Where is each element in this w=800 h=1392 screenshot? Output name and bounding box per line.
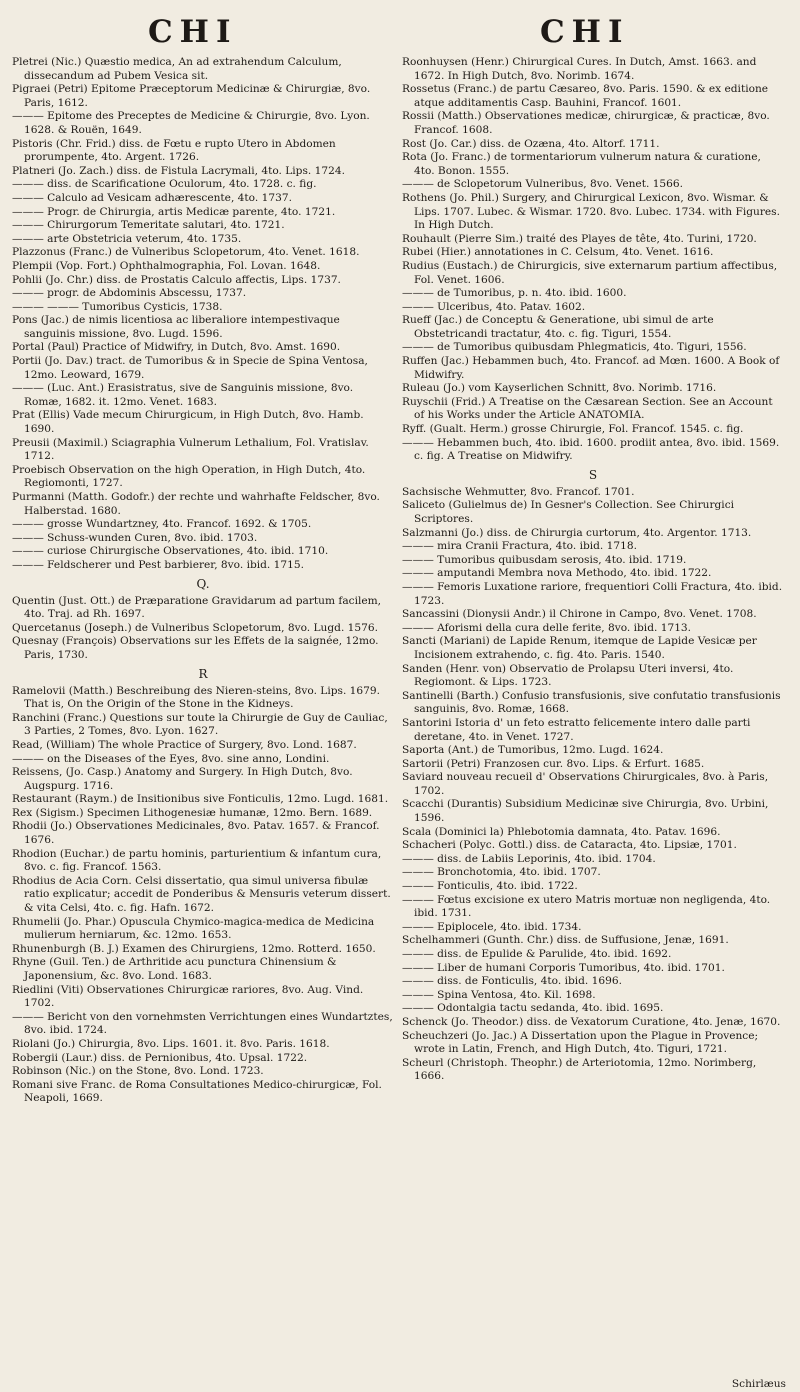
bibliography-entry: Pohlii (Jo. Chr.) diss. de Prostatis Calculo affectis, Lips. 1737. <box>12 273 341 286</box>
bibliography-entry: Santorini Istoria d' un feto estratto felicemente intero dalle parti deretane, 4to. in Venet. 1727. <box>402 716 751 743</box>
bibliography-entry: Saliceto (Gulielmus de) In Gesner's Collection. See Chirurgici Scriptores. <box>402 499 735 525</box>
bibliography-entry: ——— de Sclopetorum Vulneribus, 8vo. Venet. 1566. <box>402 178 684 191</box>
bibliography-entry: Rudius (Eustach.) de Chirurgicis, sive externarum partium affectibus, Fol. Venet. 1606. <box>402 259 778 286</box>
bibliography-entry: Rouhault (Pierre Sim.) traité des Playes de tête, 4to. Turini, 1720. <box>402 232 757 245</box>
bibliography-entry: ——— Calculo ad Vesicam adhærescente, 4to. 1737. <box>12 191 292 204</box>
bibliography-entry: Rhodius de Acia Corn. Celsi dissertatio, qua simul universa fibulæ ratio explicatur; accedit de Ponderibus & Mensuris veterum dissert. & vita Celsi, 4to. c. fig. Hafn. 1672. <box>12 874 391 915</box>
bibliography-entry: Ruffen (Jac.) Hebammen buch, 4to. Francof. ad Mœn. 1600. A Book of Midwifry. <box>402 355 780 381</box>
bibliography-entry: ——— Schuss-wunden Curen, 8vo. ibid. 1703. <box>12 531 258 544</box>
bibliography-entry: Schacheri (Polyc. Gottl.) diss. de Cataracta, 4to. Lipsiæ, 1701. <box>402 839 737 852</box>
bibliography-entry: Scala (Dominici la) Phlebotomia damnata, 4to. Patav. 1696. <box>402 825 721 838</box>
bibliography-entry: Rossii (Matth.) Observationes medicæ, chirurgicæ, & practicæ, 8vo. Francof. 1608. <box>402 110 770 136</box>
bibliography-entry: Rhodii (Jo.) Observationes Medicinales, 8vo. Patav. 1657. & Francof. 1676. <box>12 820 380 847</box>
bibliography-entry: Sartorii (Petri) Franzosen cur. 8vo. Lips. & Erfurt. 1685. <box>402 757 705 770</box>
bibliography-entry: Restaurant (Raym.) de Insitionibus sive Fonticulis, 12mo. Lugd. 1681. <box>12 793 389 806</box>
bibliography-entry: Sancti (Mariani) de Lapide Renum, itemque de Lapide Vesicæ per Incisionem extrahendo, c. fig. 4to. Paris. 1540. <box>402 635 757 661</box>
bibliography-entry: Portal (Paul) Practice of Midwifry, in Dutch, 8vo. Amst. 1690. <box>12 341 341 354</box>
bibliography-entry: Prat (Ellis) Vade mecum Chirurgicum, in High Dutch, 8vo. Hamb. 1690. <box>12 409 364 436</box>
bibliography-entry: ——— amputandi Membra nova Methodo, 4to. ibid. 1722. <box>402 567 712 580</box>
bibliography-entry: ——— curiose Chirurgische Observationes, 4to. ibid. 1710. <box>12 545 329 558</box>
bibliography-entry: ——— Progr. de Chirurgia, artis Medicæ parente, 4to. 1721. <box>12 205 336 218</box>
bibliography-entry: Scacchi (Durantis) Subsidium Medicinæ sive Chirurgia, 8vo. Urbini, 1596. <box>402 798 769 825</box>
bibliography-entry: ——— Feldscherer und Pest barbierer, 8vo. ibid. 1715. <box>12 558 304 571</box>
bibliography-entry: ——— Bronchotomia, 4to. ibid. 1707. <box>402 866 601 879</box>
bibliography-entry: ——— Femoris Luxatione rariore, frequentiori Colli Fractura, 4to. ibid. 1723. <box>402 580 783 607</box>
bibliography-entry: Riolani (Jo.) Chirurgia, 8vo. Lips. 1601. it. 8vo. Paris. 1618. <box>12 1037 330 1050</box>
bibliography-entry: Robergii (Laur.) diss. de Pernionibus, 4to. Upsal. 1722. <box>12 1051 308 1064</box>
bibliography-entry: ——— Spina Ventosa, 4to. Kil. 1698. <box>402 988 596 1001</box>
bibliography-entry: Sachsische Wehmutter, 8vo. Francof. 1701. <box>402 485 635 498</box>
bibliography-entry: ——— (Luc. Ant.) Erasistratus, sive de Sanguinis missione, 8vo. Romæ, 1682. it. 12mo. Venet. 1683. <box>12 382 354 408</box>
bibliography-entry: Portii (Jo. Dav.) tract. de Tumoribus & in Specie de Spina Ventosa, 12mo. Leoward, 1679. <box>12 355 368 381</box>
bibliography-entry: Rex (Sigism.) Specimen Lithogenesiæ humanæ, 12mo. Bern. 1689. <box>12 806 373 819</box>
bibliography-entry: Plempii (Vop. Fort.) Ophthalmographia, Fol. Lovan. 1648. <box>12 259 321 272</box>
bibliography-entry: ——— Tumoribus quibusdam serosis, 4to. ibid. 1719. <box>402 553 687 566</box>
bibliography-entry: Quercetanus (Joseph.) de Vulneribus Sclopetorum, 8vo. Lugd. 1576. <box>12 621 379 634</box>
bibliography-entry: Rueff (Jac.) de Conceptu & Generatione, ubi simul de arte Obstetricandi tractatur, 4to. c. fig. Tiguri, 1554. <box>402 314 714 340</box>
bibliography-entry: ——— diss. de Scarificatione Oculorum, 4to. 1728. c. fig. <box>12 178 317 191</box>
bibliography-entry: ——— diss. de Epulide & Parulide, 4to. ibid. 1692. <box>402 948 672 960</box>
bibliography-entry: ——— mira Cranii Fractura, 4to. ibid. 1718. <box>402 540 637 553</box>
bibliography-entry: Rhodion (Euchar.) de partu hominis, parturientium & infantum cura, 8vo. c. fig. Francof. 1563. <box>12 847 382 874</box>
bibliography-entry: Rhumelii (Jo. Phar.) Opuscula Chymico-magica-medica de Medicina mulierum herniarum, &c. 12mo. 1653. <box>12 915 375 942</box>
bibliography-entry: Read, (William) The whole Practice of Surgery, 8vo. Lond. 1687. <box>12 738 357 751</box>
bibliography-entry: Platneri (Jo. Zach.) diss. de Fistula Lacrymali, 4to. Lips. 1724. <box>12 164 345 177</box>
section-letter: Q. <box>196 576 210 591</box>
right-column <box>402 56 784 1084</box>
bibliography-entry: Rota (Jo. Franc.) de tormentariorum vulnerum natura & curatione, 4to. Bonon. 1555. <box>402 151 761 177</box>
bibliography-entry: Rhyne (Guil. Ten.) de Arthritide acu punctura Chinensium & Japonensium, &c. 8vo. Lond. 1683. <box>12 956 337 982</box>
bibliography-entry: Preusii (Maximil.) Sciagraphia Vulnerum Lethalium, Fol. Vratislav. 1712. <box>12 436 369 463</box>
bibliography-entry: ——— Aforismi della cura delle ferite, 8vo. ibid. 1713. <box>402 621 692 634</box>
bibliography-entry: Romani sive Franc. de Roma Consultationes Medico-chirurgicæ, Fol. Neapoli, 1669. <box>12 1078 382 1105</box>
bibliography-entry: ——— de Tumoribus, p. n. 4to. ibid. 1600. <box>402 287 627 300</box>
bibliography-entry: Roonhuysen (Henr.) Chirurgical Cures. In Dutch, Amst. 1663. and 1672. In High Dutch, 8vo. Norimb. 1674. <box>402 56 757 82</box>
bibliography-entry: ——— grosse Wundartzney, 4to. Francof. 1692. & 1705. <box>12 518 312 531</box>
bibliography-entry: ——— arte Obstetricia veterum, 4to. 1735. <box>12 232 242 245</box>
bibliography-entry: ——— Liber de humani Corporis Tumoribus, 4to. ibid. 1701. <box>402 961 725 974</box>
bibliography-entry: Saporta (Ant.) de Tumoribus, 12mo. Lugd. 1624. <box>402 744 664 757</box>
bibliography-entry: Ranchini (Franc.) Questions sur toute la Chirurgie de Guy de Cauliac, 3 Parties, 2 Tomes, 8vo. Lyon. 1627. <box>12 711 388 738</box>
bibliography-entry: ——— Hebammen buch, 4to. ibid. 1600. prodiit antea, 8vo. ibid. 1569. c. fig. A Treatise on Midwifry. <box>402 436 780 463</box>
bibliography-entry: Rothens (Jo. Phil.) Surgery, and Chirurgical Lexicon, 8vo. Wismar. & Lips. 1707. Lubec. & Wismar. 1720. 8vo. Lubec. 1734. with Figures. In High Dutch. <box>402 191 780 232</box>
bibliography-entry: Ramelovii (Matth.) Beschreibung des Nieren-steins, 8vo. Lips. 1679. That is, On the Origin of the Stone in the Kidneys. <box>12 684 381 711</box>
bibliography-entry: Schenck (Jo. Theodor.) diss. de Vexatorum Curatione, 4to. Jenæ, 1670. <box>402 1015 781 1028</box>
bibliography-entry: Sanden (Henr. von) Observatio de Prolapsu Uteri inversi, 4to. Regiomont. & Lips. 1723. <box>402 662 734 689</box>
bibliography-entry: ——— ——— Tumoribus Cysticis, 1738. <box>12 300 223 313</box>
bibliography-entry: ——— Ulceribus, 4to. Patav. 1602. <box>402 300 586 313</box>
bibliography-entry: Pletrei (Nic.) Quæstio medica, An ad extrahendum Calculum, dissecandum ad Pubem Vesica sit. <box>12 56 342 82</box>
bibliography-entry: Plazzonus (Franc.) de Vulneribus Sclopetorum, 4to. Venet. 1618. <box>12 246 360 259</box>
bibliography-entry: Riedlini (Viti) Observationes Chirurgicæ rariores, 8vo. Aug. Vind. 1702. <box>12 983 364 1010</box>
bibliography-entry: ——— Chirurgorum Temeritate salutari, 4to. 1721. <box>12 219 285 232</box>
running-head-right: CHI <box>540 14 630 50</box>
bibliography-entry: Scheuchzeri (Jo. Jac.) A Dissertation upon the Plague in Provence; wrote in Latin, French, and High Dutch, 4to. Tiguri, 1721. <box>402 1029 759 1056</box>
bibliography-entry: Rubei (Hier.) annotationes in C. Celsum, 4to. Venet. 1616. <box>402 246 714 259</box>
bibliography-entry: ——— Epiplocele, 4to. ibid. 1734. <box>402 920 582 933</box>
bibliography-entry: ——— Odontalgia tactu sedanda, 4to. ibid. 1695. <box>402 1002 664 1015</box>
left-column <box>12 56 394 1106</box>
bibliography-entry: Robinson (Nic.) on the Stone, 8vo. Lond. 1723. <box>12 1065 264 1078</box>
bibliography-entry: Rost (Jo. Car.) diss. de Ozæna, 4to. Altorf. 1711. <box>402 137 660 150</box>
bibliography-entry: ——— diss. de Fonticulis, 4to. ibid. 1696. <box>402 975 622 988</box>
bibliography-entry: Scheurl (Christoph. Theophr.) de Arteriotomia, 12mo. Norimberg, 1666. <box>402 1056 757 1083</box>
bibliography-entry: Pons (Jac.) de nimis licentiosa ac liberaliore intempestivaque sanguinis missione, 8vo. Lugd. 1596. <box>12 314 340 340</box>
bibliography-entry: Ryff. (Gualt. Herm.) grosse Chirurgie, Fol. Francof. 1545. c. fig. <box>402 423 744 436</box>
bibliography-entry: Pistoris (Chr. Frid.) diss. de Fœtu e rupto Utero in Abdomen prorumpente, 4to. Argent. 1726. <box>12 137 336 164</box>
bibliography-entry: Santinelli (Barth.) Confusio transfusionis, sive confutatio transfusionis sanguinis, 8vo. Romæ, 1668. <box>402 689 781 716</box>
bibliography-entry: Salzmanni (Jo.) diss. de Chirurgia curtorum, 4to. Argentor. 1713. <box>402 526 752 539</box>
bibliography-entry: Purmanni (Matth. Godofr.) der rechte und wahrhafte Feldscher, 8vo. Halberstad. 1680. <box>12 491 380 517</box>
bibliography-entry: ——— de Tumoribus quibusdam Phlegmaticis, 4to. Tiguri, 1556. <box>402 341 747 354</box>
bibliography-entry: ——— diss. de Labiis Leporinis, 4to. ibid. 1704. <box>402 852 656 865</box>
running-head-left: CHI <box>148 14 238 50</box>
bibliography-entry: ——— on the Diseases of the Eyes, 8vo. sine anno, Londini. <box>12 752 330 765</box>
bibliography-entry: Sancassini (Dionysii Andr.) il Chirone in Campo, 8vo. Venet. 1708. <box>402 608 757 621</box>
bibliography-entry: ——— Bericht von den vornehmsten Verrichtungen eines Wundartztes, 8vo. ibid. 1724. <box>12 1010 393 1037</box>
bibliography-entry: ——— Fonticulis, 4to. ibid. 1722. <box>402 880 578 893</box>
bibliography-entry: Ruleau (Jo.) vom Kayserlichen Schnitt, 8vo. Norimb. 1716. <box>402 382 717 395</box>
section-letter: R <box>198 666 208 681</box>
bibliography-entry: Ruyschii (Frid.) A Treatise on the Cæsarean Section. See an Account of his Works under the Article ANATOMIA. <box>402 395 773 422</box>
bibliography-entry: Saviard nouveau recueil d' Observations Chirurgicales, 8vo. à Paris, 1702. <box>402 771 769 797</box>
bibliography-entry: ——— progr. de Abdominis Abscessu, 1737. <box>12 287 247 300</box>
bibliography-entry: Rossetus (Franc.) de partu Cæsareo, 8vo. Paris. 1590. & ex editione atque additamentis Casp. Bauhini, Francof. 1601. <box>402 83 769 109</box>
bibliography-entry: Quentin (Just. Ott.) de Præparatione Gravidarum ad partum facilem, 4to. Traj. ad Rh. 1697. <box>12 594 382 621</box>
bibliography-entry: Rhunenburgh (B. J.) Examen des Chirurgiens, 12mo. Rotterd. 1650. <box>12 942 376 955</box>
bibliography-entry: Reissens, (Jo. Casp.) Anatomy and Surgery. In High Dutch, 8vo. Augspurg. 1716. <box>12 766 353 792</box>
bibliography-entry: Quesnay (François) Observations sur les Effets de la saignée, 12mo. Paris, 1730. <box>12 635 379 661</box>
bibliography-entry: Proebisch Observation on the high Operation, in High Dutch, 4to. Regiomonti, 1727. <box>12 463 366 490</box>
bibliography-entry: ——— Fœtus excisione ex utero Matris mortuæ non negligenda, 4to. ibid. 1731. <box>402 893 771 920</box>
catchword: Schirlæus <box>731 1378 786 1390</box>
bibliography-entry: Schelhammeri (Gunth. Chr.) diss. de Suffusione, Jenæ, 1691. <box>402 934 729 947</box>
bibliography-entry: Pigraei (Petri) Epitome Præceptorum Medicinæ & Chirurgiæ, 8vo. Paris, 1612. <box>12 83 371 109</box>
bibliography-entry: ——— Epitome des Preceptes de Medicine & Chirurgie, 8vo. Lyon. 1628. & Rouën, 1649. <box>12 110 370 136</box>
section-letter: S <box>588 467 598 482</box>
